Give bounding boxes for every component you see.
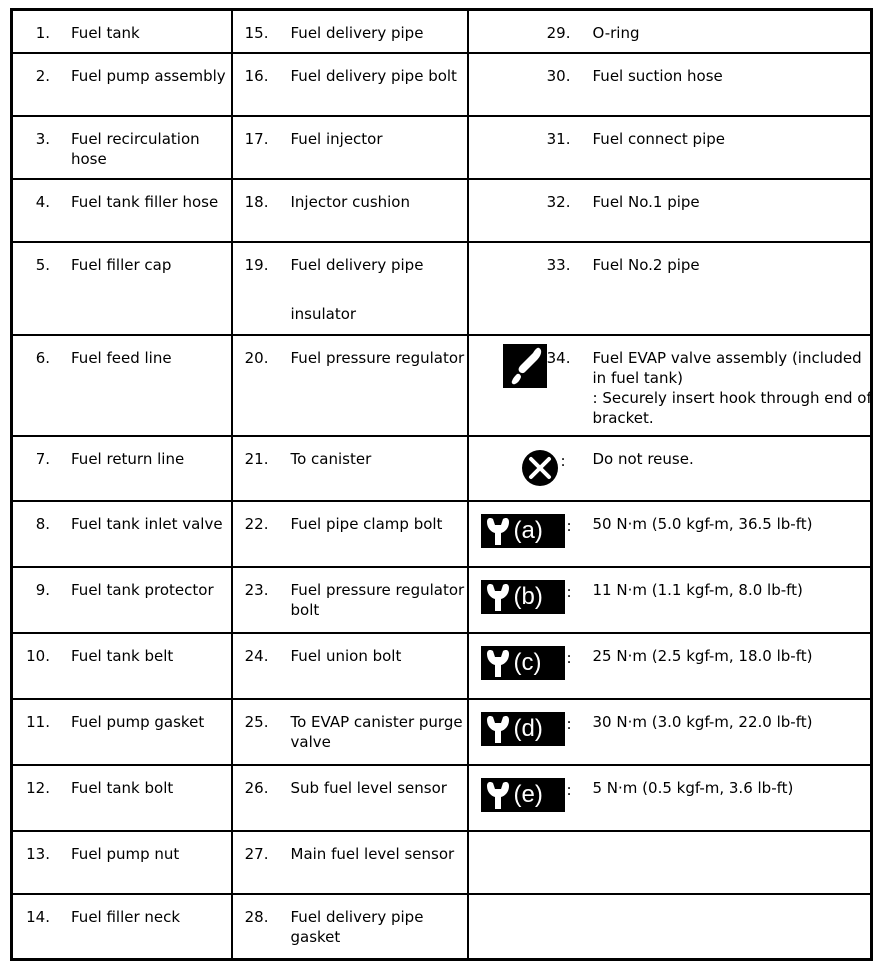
table-row [12, 242, 872, 335]
item-label: To EVAP canister purge valve [290, 712, 463, 751]
parts-legend-table [10, 8, 873, 961]
item-label: Fuel feed line [71, 348, 172, 367]
item-number: 7. [35, 449, 50, 468]
item-number: 16. [244, 66, 269, 85]
legend-cell [12, 894, 232, 960]
item-label: Fuel return line [71, 449, 185, 468]
torque-value: 50 N·m (5.0 kgf-m, 36.5 lb-ft) [592, 514, 813, 533]
item-label: Fuel delivery pipe gasket [290, 907, 424, 946]
item-note: : Securely insert hook through end of bracket. [592, 388, 872, 427]
symbol-colon: : [566, 582, 572, 601]
legend-cell [232, 699, 468, 765]
legend-cell [232, 501, 468, 567]
symbol-colon: : [566, 714, 572, 733]
legend-cell [232, 633, 468, 699]
do-not-reuse-icon [521, 449, 559, 487]
table-row [12, 10, 872, 53]
item-number: 28. [244, 907, 269, 926]
legend-cell [12, 765, 232, 831]
empty-cell [468, 894, 872, 960]
torque-value: 25 N·m (2.5 kgf-m, 18.0 lb-ft) [592, 646, 813, 665]
item-label: Fuel recirculation hose [71, 129, 200, 168]
torque-label: (d) [513, 714, 543, 742]
legend-cell [232, 179, 468, 242]
table-row [12, 179, 872, 242]
item-number: 21. [244, 449, 269, 468]
torque-wrench-icon [481, 580, 565, 614]
legend-cell [468, 242, 872, 335]
torque-value: 30 N·m (3.0 kgf-m, 22.0 lb-ft) [592, 712, 813, 731]
item-number: 22. [244, 514, 269, 533]
empty-cell [468, 831, 872, 894]
torque-label: (b) [513, 582, 543, 610]
legend-cell [232, 567, 468, 633]
table-row [12, 335, 872, 436]
symbol-meaning: Do not reuse. [592, 449, 694, 468]
torque-wrench-icon [481, 514, 565, 548]
torque-wrench-icon [481, 646, 565, 680]
symbol-colon: : [560, 451, 566, 470]
legend-cell [232, 335, 468, 436]
legend-cell [12, 633, 232, 699]
item-label: Fuel No.1 pipe [592, 192, 700, 211]
torque-value: 5 N·m (0.5 kgf-m, 3.6 lb-ft) [592, 778, 794, 797]
item-number: 24. [244, 646, 269, 665]
item-label: Fuel pressure regulator bolt [290, 580, 465, 619]
item-number: 18. [244, 192, 269, 211]
item-label: Fuel filler cap [71, 255, 172, 274]
item-number: 20. [244, 348, 269, 367]
item-label: Fuel union bolt [290, 646, 402, 665]
symbol-colon: : [566, 780, 572, 799]
item-number: 4. [35, 192, 50, 211]
legend-cell [232, 831, 468, 894]
legend-cell [232, 436, 468, 501]
legend-cell [468, 501, 872, 567]
legend-cell [12, 10, 232, 53]
table-row [12, 567, 872, 633]
item-label: Fuel injector [290, 129, 383, 148]
torque-label: (a) [513, 516, 543, 544]
item-label: Fuel EVAP valve assembly (included in fuel tank) [592, 348, 862, 387]
table-row [12, 116, 872, 179]
torque-label: (c) [513, 648, 542, 676]
item-number: 8. [35, 514, 50, 533]
item-label: Fuel delivery pipe [290, 255, 424, 274]
item-label: Fuel tank inlet valve [71, 514, 223, 533]
legend-cell [468, 699, 872, 765]
item-label: Fuel tank belt [71, 646, 174, 665]
item-number: 26. [244, 778, 269, 797]
legend-cell [468, 633, 872, 699]
item-number: 19. [244, 255, 269, 274]
item-label: Fuel pipe clamp bolt [290, 514, 443, 533]
item-number: 14. [26, 907, 50, 926]
item-number: 33. [546, 255, 571, 274]
item-number: 1. [35, 24, 50, 42]
legend-cell [468, 436, 872, 501]
legend-cell [232, 242, 468, 335]
item-label: Fuel pressure regulator [290, 348, 465, 367]
item-label: Fuel tank protector [71, 580, 214, 599]
item-number: 5. [35, 255, 50, 274]
item-label: Sub fuel level sensor [290, 778, 447, 797]
table-row [12, 765, 872, 831]
item-number: 32. [546, 192, 571, 211]
item-number: 12. [26, 778, 50, 797]
legend-cell [468, 335, 872, 436]
legend-cell [12, 53, 232, 116]
table-row [12, 53, 872, 116]
item-label: Fuel No.2 pipe [592, 255, 700, 274]
torque-wrench-icon [481, 712, 565, 746]
item-number: 34. [546, 348, 571, 367]
item-number: 3. [35, 129, 50, 148]
item-number: 15. [244, 24, 269, 42]
item-number: 10. [26, 646, 50, 665]
legend-cell [468, 116, 872, 179]
legend-cell [12, 699, 232, 765]
item-label: Fuel tank bolt [71, 778, 174, 797]
legend-cell [12, 831, 232, 894]
legend-cell [12, 501, 232, 567]
item-label: Fuel suction hose [592, 66, 723, 85]
legend-cell [12, 242, 232, 335]
legend-cell [232, 10, 468, 53]
table-row [12, 501, 872, 567]
item-label: Main fuel level sensor [290, 844, 455, 863]
item-label: Fuel tank filler hose [71, 192, 219, 211]
item-label-continued: insulator [290, 304, 357, 323]
item-number: 27. [244, 844, 269, 863]
table-row [12, 831, 872, 894]
item-number: 23. [244, 580, 269, 599]
item-label: To canister [290, 449, 372, 468]
legend-cell [468, 10, 872, 53]
item-number: 9. [35, 580, 50, 599]
legend-cell [232, 116, 468, 179]
legend-cell [12, 335, 232, 436]
item-number: 30. [546, 66, 571, 85]
torque-label: (e) [513, 780, 543, 808]
item-number: 29. [546, 24, 571, 42]
legend-cell [232, 765, 468, 831]
item-number: 2. [35, 66, 50, 85]
item-label: Fuel delivery pipe [290, 24, 424, 42]
item-label: Fuel connect pipe [592, 129, 725, 148]
legend-cell [232, 894, 468, 960]
item-number: 31. [546, 129, 571, 148]
torque-wrench-icon [481, 778, 565, 812]
symbol-colon: : [566, 516, 572, 535]
item-label: Fuel pump assembly [71, 66, 226, 85]
item-label: Fuel tank [71, 24, 140, 42]
item-number: 17. [244, 129, 269, 148]
item-number: 25. [244, 712, 269, 731]
legend-cell [12, 436, 232, 501]
item-label: Fuel delivery pipe bolt [290, 66, 457, 85]
legend-cell [468, 179, 872, 242]
table-row [12, 699, 872, 765]
legend-cell [468, 765, 872, 831]
legend-cell [12, 116, 232, 179]
legend-cell [12, 179, 232, 242]
item-number: 6. [35, 348, 50, 367]
legend-cell [12, 567, 232, 633]
item-label: Injector cushion [290, 192, 410, 211]
item-label: Fuel pump nut [71, 844, 180, 863]
symbol-colon: : [566, 648, 572, 667]
legend-cell [468, 53, 872, 116]
legend-cell [468, 567, 872, 633]
item-label: Fuel filler neck [71, 907, 181, 926]
item-label: O-ring [592, 24, 640, 42]
item-number: 13. [26, 844, 50, 863]
item-number: 11. [26, 712, 50, 731]
legend-cell [232, 53, 468, 116]
item-label: Fuel pump gasket [71, 712, 205, 731]
torque-value: 11 N·m (1.1 kgf-m, 8.0 lb-ft) [592, 580, 803, 599]
table-row [12, 633, 872, 699]
table-row [12, 436, 872, 501]
table-row [12, 894, 872, 960]
